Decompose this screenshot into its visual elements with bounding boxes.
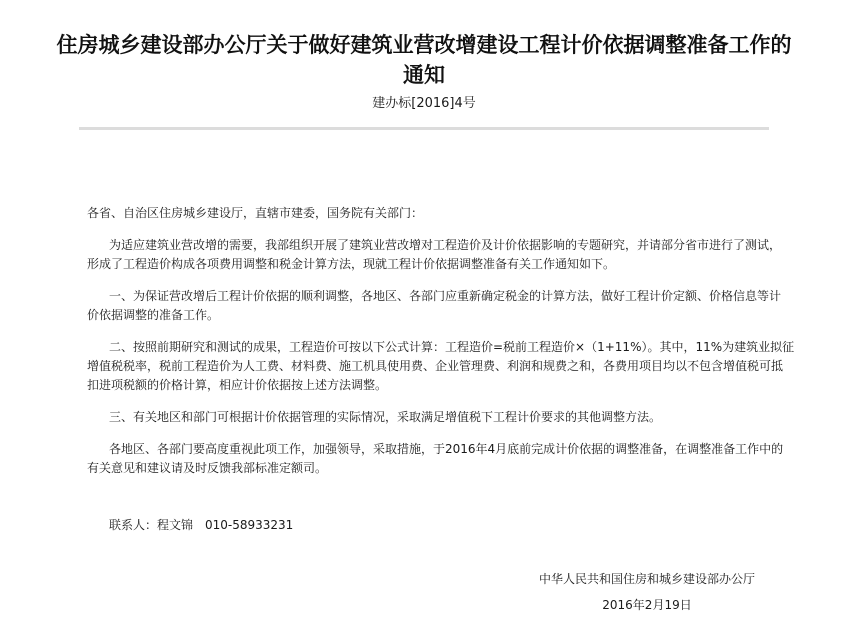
- paragraph-1-line-2: 形成了工程造价构成各项费用调整和税金计算方法，现就工程计价依据调整准备有关工作通知如下。: [87, 257, 616, 271]
- paragraph-4-line-1: 三、有关地区和部门可根据计价依据管理的实际情况，采取满足增值税下工程计价要求的其他调整方法。: [109, 410, 662, 424]
- paragraph-5-line-1: 各地区、各部门要高度重视此项工作，加强领导，采取措施，于2016年4月底前完成计价依据的调整准备，在调整准备工作中的: [109, 442, 784, 456]
- paragraph-2-line-2: 价依据调整的准备工作。: [87, 308, 220, 322]
- paragraph-1-line-1: 为适应建筑业营改增的需要，我部组织开展了建筑业营改增对工程造价及计价依据影响的专题研究，并请部分省市进行了测试，: [109, 238, 782, 252]
- signature-organization: 中华人民共和国住房和城乡建设部办公厅: [538, 572, 755, 586]
- paragraph-5-line-2: 有关意见和建议请及时反馈我部标准定额司。: [87, 461, 328, 475]
- header-divider: [79, 127, 769, 130]
- salutation: 各省、自治区住房城乡建设厅，直辖市建委，国务院有关部门：: [87, 206, 424, 220]
- paragraph-3-line-2: 增值税税率，税前工程造价为人工费、材料费、施工机具使用费、企业管理费、利润和规费之和，各费用项目均以不包含增值税可抵: [87, 359, 784, 373]
- document-body: [87, 204, 795, 491]
- contact-info: 联系人：程文锦 010-58933231: [109, 518, 294, 532]
- paragraph-2-line-1: 一、为保证营改增后工程计价依据的顺利调整，各地区、各部门应重新确定税金的计算方法，做好工程计价定额、价格信息等计: [109, 289, 782, 303]
- document-number: 建办标[2016]4号: [372, 96, 476, 111]
- document-title-line-2: 通知: [403, 63, 445, 87]
- signature-date: 2016年2月19日: [602, 598, 692, 612]
- paragraph-3-line-3: 扣进项税额的价格计算，相应计价依据按上述方法调整。: [87, 378, 388, 392]
- signature-block: [539, 570, 755, 614]
- paragraph-3-line-1: 二、按照前期研究和测试的成果，工程造价可按以下公式计算：工程造价=税前工程造价×（1+11%）。其中，11%为建筑业拟征: [109, 340, 795, 354]
- document-header: [20, 30, 828, 113]
- document-title-line-1: 住房城乡建设部办公厅关于做好建筑业营改增建设工程计价依据调整准备工作的: [56, 33, 792, 57]
